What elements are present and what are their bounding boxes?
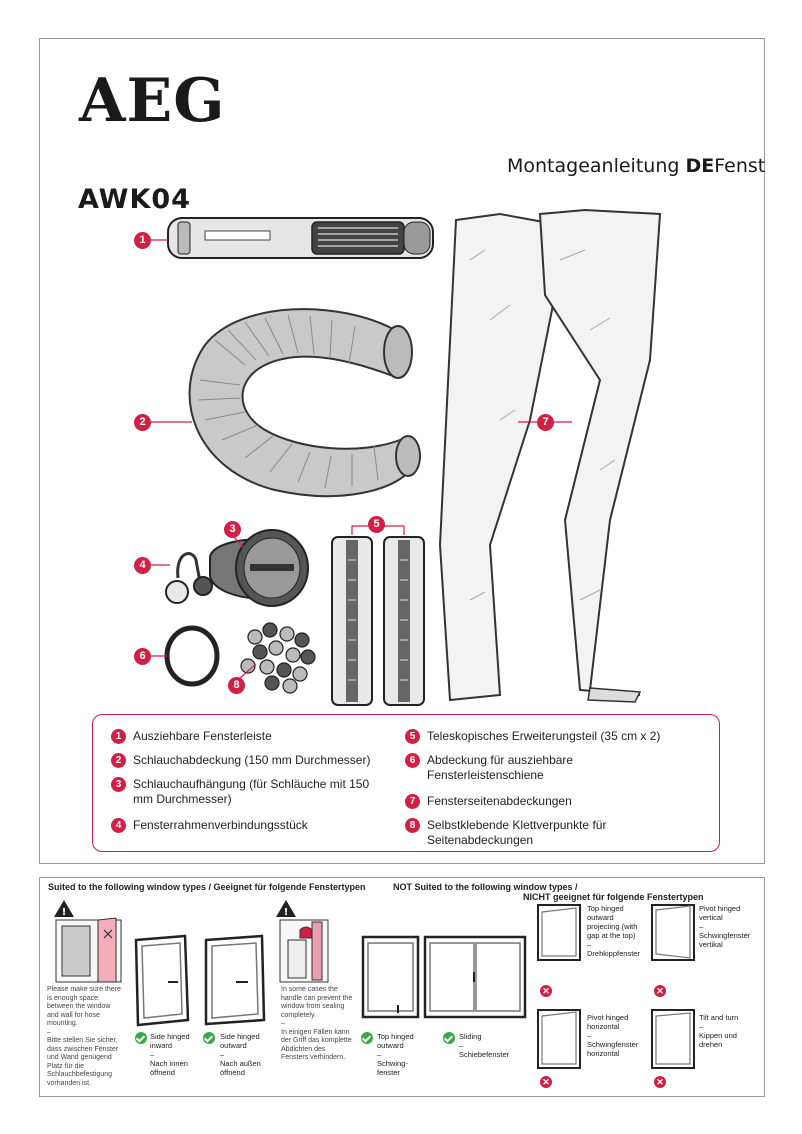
model-name: AWK04	[78, 184, 191, 215]
suited-3-en: Top hinged outward	[377, 1032, 414, 1050]
legend-number-7: 7	[405, 794, 420, 809]
warning-2-en: In some cases the handle can prevent the window from sealing completely.	[281, 986, 353, 1019]
legend-label-6: Abdeckung für ausziehbare Fensterleistenschiene	[427, 753, 574, 782]
top-hinged-outward-drawing	[363, 937, 418, 1017]
marker-2: 2	[134, 414, 151, 431]
suited-caption-3	[377, 1032, 423, 1077]
not-suited-4-en: Tilt and turn	[699, 1013, 739, 1022]
warning-text-2	[281, 986, 353, 1063]
not-suited-header-2: NICHT geeignet für folgende Fenstertypen	[523, 892, 704, 902]
marker-5: 5	[368, 516, 385, 533]
doc-title-lang: DE	[685, 155, 715, 177]
legend-label-4: Fensterrahmenverbindungsstück	[133, 818, 308, 832]
not-suited-cross-icon-2: ✕	[654, 985, 666, 997]
tilt-and-turn-drawing	[652, 1010, 694, 1068]
pivot-hinged-horizontal-drawing	[538, 1010, 580, 1068]
suited-2-sep: –	[220, 1050, 225, 1059]
marker-8: 8	[228, 677, 245, 694]
legend-label-5: Teleskopisches Erweiterungsteil (35 cm x 2)	[427, 729, 661, 743]
not-suited-2-en: Pivot hinged vertical	[699, 904, 741, 922]
legend-number-3: 3	[111, 777, 126, 792]
warning-1-de: Bitte stellen Sie sicher, dass zwischen Fenster und Wand genügend Platz für die Schlauchbefestigung vorhanden ist.	[47, 1037, 119, 1087]
suited-3-sep: –	[377, 1050, 382, 1059]
legend-number-2: 2	[111, 753, 126, 768]
pivot-hinged-vertical-drawing	[652, 905, 694, 960]
legend-number-6: 6	[405, 753, 420, 768]
legend-number-4: 4	[111, 818, 126, 833]
marker-3: 3	[224, 521, 241, 538]
warning-1-sep: –	[47, 1028, 51, 1036]
suited-caption-1	[150, 1032, 200, 1077]
side-hinged-inward-drawing	[136, 936, 188, 1025]
warning-2-de: In einigen Fällen kann der Griff das komplette Abdichten des Fensters verhindern.	[281, 1028, 352, 1061]
suited-4-sep: –	[459, 1041, 464, 1050]
not-suited-cross-icon-4: ✕	[654, 1076, 666, 1088]
window-handle-drawing	[280, 920, 328, 982]
suited-1-sep: –	[150, 1050, 155, 1059]
brand-logo: AEG	[79, 66, 226, 136]
suited-1-en: Side hinged inward	[150, 1032, 190, 1050]
warning-1-en: Please make sure there is enough space between the window and wall for hose mounting.	[47, 986, 121, 1027]
suited-1-de: Nach innen öffnend	[150, 1059, 188, 1077]
legend-number-8: 8	[405, 818, 420, 833]
suited-4-de: Schiebefenster	[459, 1050, 510, 1059]
warning-icon-2	[276, 900, 296, 918]
sliding-window-drawing	[425, 937, 525, 1017]
suited-3-de: Schwing-fenster	[377, 1059, 408, 1077]
not-suited-3-sep: –	[587, 1031, 592, 1040]
not-suited-1-de: Drehkippfenster	[587, 949, 640, 958]
legend-label-8: Selbstklebende Klettverpunkte für Seitenabdeckungen	[427, 818, 607, 847]
not-suited-header-1: NOT Suited to the following window types /	[393, 882, 578, 892]
svg-text:!: !	[283, 907, 289, 918]
suited-2-de: Nach außen öffnend	[220, 1059, 261, 1077]
not-suited-cross-icon-3: ✕	[540, 1076, 552, 1088]
doc-title-prefix: Montageanleitung	[507, 155, 686, 177]
warning-text-1	[47, 986, 122, 1088]
suited-check-icon-4	[443, 1032, 455, 1044]
legend-label-2: Schlauchabdeckung (150 mm Durchmesser)	[133, 753, 371, 767]
not-suited-3-en: Pivot hinged horizontal	[587, 1013, 629, 1031]
window-wall-gap-drawing	[56, 918, 121, 982]
suited-check-icon-3	[361, 1032, 373, 1044]
not-suited-4-sep: –	[699, 1022, 704, 1031]
suited-4-en: Sliding	[459, 1032, 482, 1041]
warning-2-sep: –	[281, 1020, 285, 1027]
top-hinged-projecting-drawing	[538, 905, 580, 960]
suited-2-en: Side hinged outward	[220, 1032, 260, 1050]
marker-7: 7	[537, 414, 554, 431]
not-suited-caption-1	[587, 904, 643, 958]
doc-title-suffix: Fenst	[714, 155, 766, 177]
warning-icon-1	[54, 900, 74, 918]
not-suited-cross-icon-1: ✕	[540, 985, 552, 997]
not-suited-1-sep: –	[587, 940, 592, 949]
not-suited-3-de: Schwingfenster horizontal	[587, 1040, 639, 1058]
suited-check-icon-2	[203, 1032, 215, 1044]
legend-number-1: 1	[111, 729, 126, 744]
marker-1: 1	[134, 232, 151, 249]
not-suited-1-en: Top hinged outward projecting (with gap at the top)	[587, 904, 638, 940]
suited-caption-2	[220, 1032, 270, 1077]
marker-6: 6	[134, 648, 151, 665]
not-suited-2-sep: –	[699, 922, 704, 931]
svg-text:!: !	[61, 907, 67, 918]
not-suited-caption-2	[699, 904, 757, 949]
legend-number-5: 5	[405, 729, 420, 744]
legend-label-3: Schlauchaufhängung (für Schläuche mit 150 mm Durchmesser)	[133, 777, 370, 806]
side-hinged-outward-drawing	[206, 936, 264, 1024]
marker-4: 4	[134, 557, 151, 574]
suited-header: Suited to the following window types / Geeignet für folgende Fenstertypen	[48, 882, 366, 892]
not-suited-4-de: Kippen und drehen	[699, 1031, 737, 1049]
legend-label-1: Ausziehbare Fensterleiste	[133, 729, 272, 743]
suited-caption-4	[459, 1032, 519, 1059]
not-suited-2-de: Schwingfenster vertikal	[699, 931, 751, 949]
not-suited-caption-4	[699, 1013, 757, 1049]
suited-check-icon-1	[135, 1032, 147, 1044]
legend-label-7: Fensterseitenabdeckungen	[427, 794, 572, 808]
not-suited-caption-3	[587, 1013, 645, 1058]
